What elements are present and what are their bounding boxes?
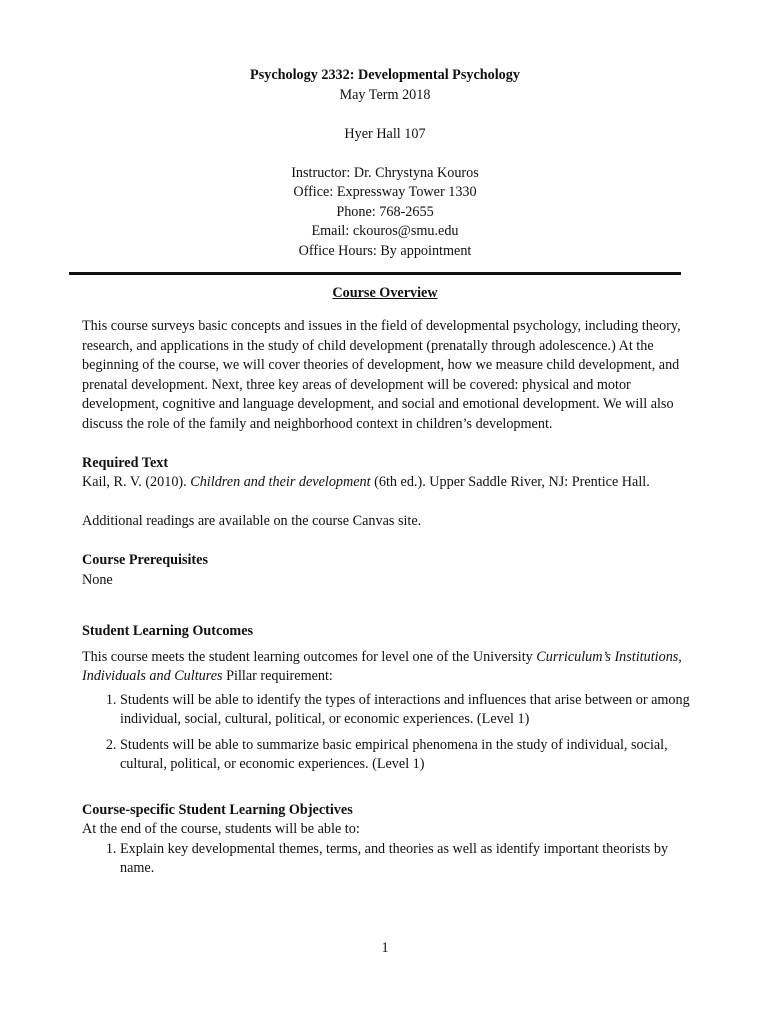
prerequisites-heading: Course Prerequisites bbox=[82, 552, 208, 568]
office-hours: Office Hours: By appointment bbox=[298, 242, 472, 259]
citation-publisher: (6th ed.). Upper Saddle River, NJ: Prentice Hall. bbox=[370, 474, 650, 490]
citation-book-title: Children and their development bbox=[190, 474, 371, 490]
course-location: Hyer Hall 107 bbox=[344, 125, 426, 142]
pillar-name: Curriculum’s Institutions, Individuals and Cultures bbox=[82, 648, 682, 684]
outcomes-intro-end: Pillar requirement: bbox=[222, 668, 333, 684]
outcomes-intro-text: This course meets the student learning outcomes for level one of the University bbox=[82, 648, 537, 665]
prerequisites-value: None bbox=[82, 571, 113, 588]
instructor-name: Instructor: Dr. Chrystyna Kouros bbox=[291, 164, 479, 181]
objectives-list bbox=[82, 840, 692, 879]
objectives-intro: At the end of the course, students will be able to: bbox=[82, 821, 360, 837]
required-text-heading: Required Text bbox=[82, 454, 169, 471]
learning-outcomes-intro bbox=[82, 648, 692, 687]
page-number: 1 bbox=[381, 940, 389, 956]
learning-outcomes-heading: Student Learning Outcomes bbox=[82, 623, 254, 639]
course-title: Psychology 2332: Developmental Psychology bbox=[250, 67, 520, 83]
instructor-phone: Phone: 768-2655 bbox=[336, 203, 434, 220]
objectives-heading: Course-specific Student Learning Objectives bbox=[82, 801, 353, 818]
course-term: May Term 2018 bbox=[339, 86, 431, 103]
course-overview-heading: Course Overview bbox=[332, 285, 438, 301]
list-item: 1. Explain key developmental themes, terms, and theories as well as identify important theorists by name. bbox=[120, 840, 692, 879]
instructor-office: Office: Expressway Tower 1330 bbox=[293, 184, 477, 200]
learning-outcomes-list bbox=[82, 691, 692, 775]
syllabus-header bbox=[0, 66, 770, 261]
citation-author: Kail, R. V. (2010). bbox=[82, 474, 191, 490]
header-divider bbox=[69, 272, 681, 275]
list-item: 1. Students will be able to identify the types of interactions and influences that arise between or among individual, social, cultural, political, or economic experiences. (Level 1) bbox=[120, 691, 692, 730]
required-text-citation bbox=[82, 473, 692, 493]
course-overview-text: This course surveys basic concepts and issues in the field of developmental psychology, including theory, research, and applications in the study of child development (prenatally through adolescence.) At the beginning of the course, we will cover theories of development, how we measure child development, and prenatal development. Next, three key areas of development will be covered: physical and motor development, cognitive and language development, and social and emotional development. We will also discuss the role of the family and neighborhood context in children’s development. bbox=[82, 318, 681, 432]
instructor-email: Email: ckouros@smu.edu bbox=[311, 223, 459, 239]
additional-readings: Additional readings are available on the course Canvas site. bbox=[82, 513, 422, 529]
syllabus-body bbox=[82, 317, 692, 885]
list-item: 2. Students will be able to summarize basic empirical phenomena in the study of individual, social, cultural, political, or economic experiences. (Level 1) bbox=[120, 736, 692, 775]
